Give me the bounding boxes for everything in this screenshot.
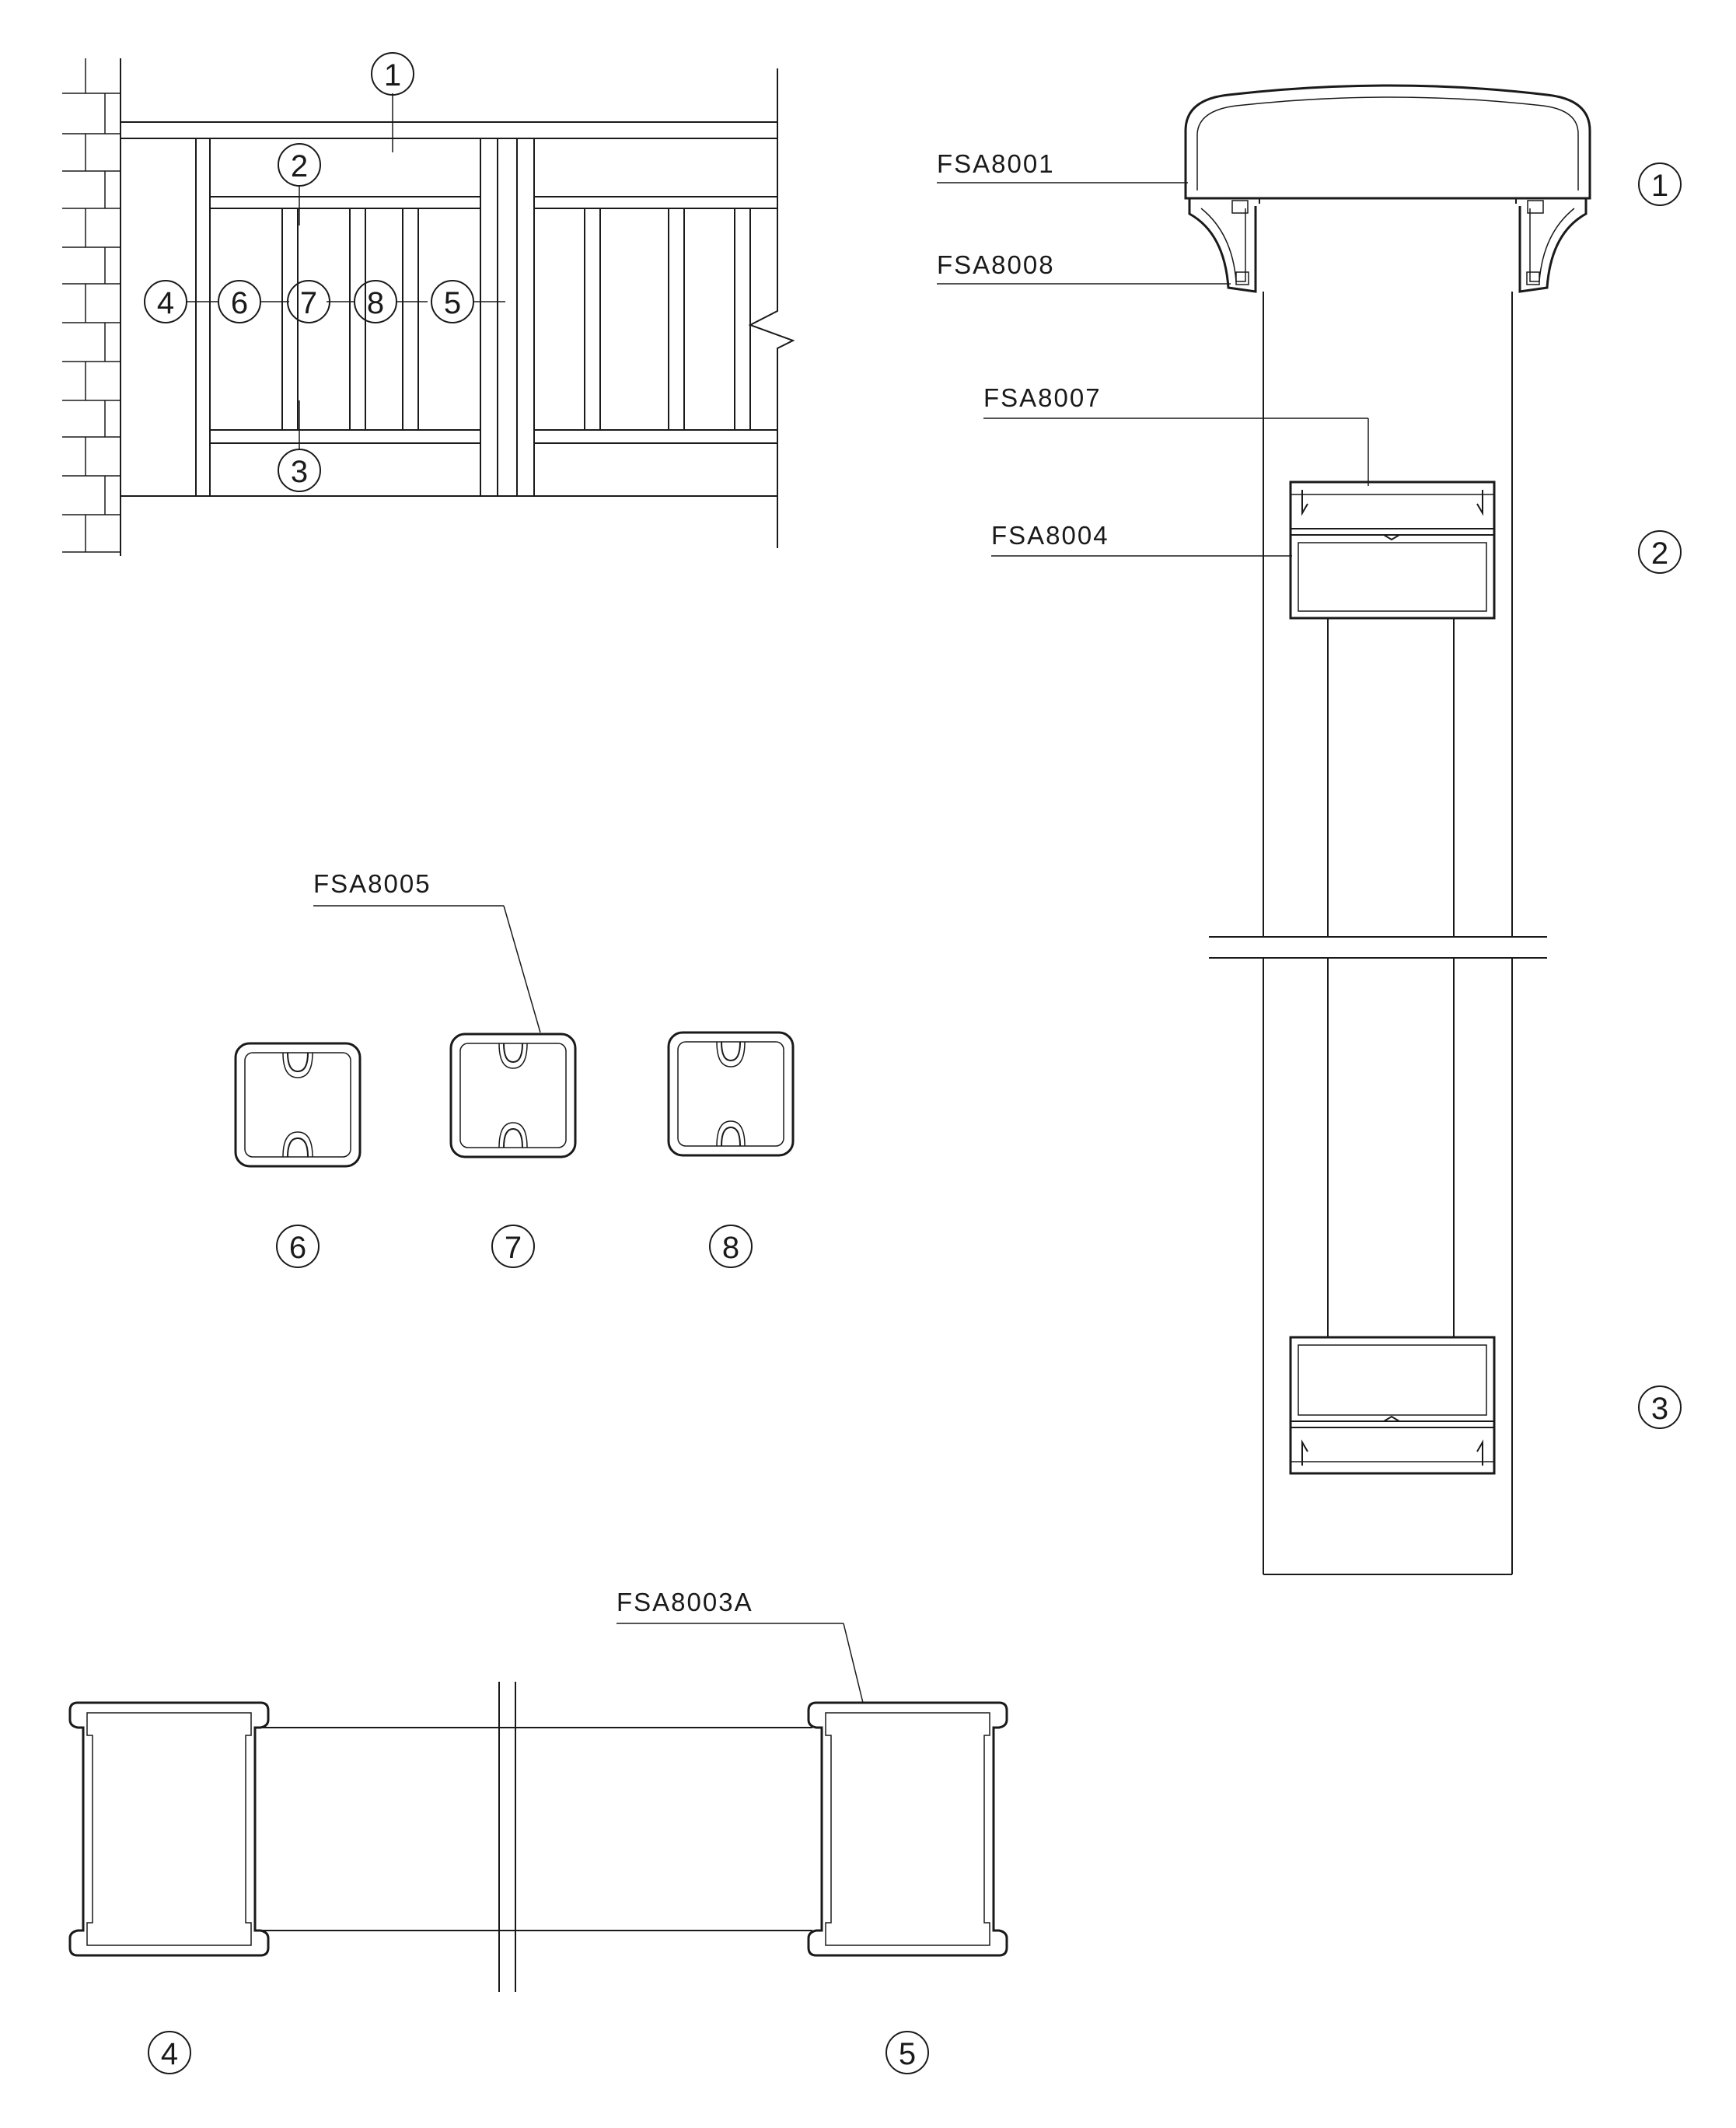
label-fsa8005: FSA8005 (313, 869, 431, 898)
svg-text:7: 7 (504, 1231, 522, 1265)
section-callout-2 (1639, 531, 1681, 573)
elevation-handrail (121, 122, 777, 138)
section-callout-1 (1639, 163, 1681, 205)
baluster-profile-8 (669, 1033, 793, 1155)
label-fsa8004: FSA8004 (991, 521, 1109, 550)
section-baluster-lines (1328, 618, 1454, 1337)
post-profile-5 (809, 1703, 1007, 1955)
label-fsa8003a: FSA8003A (617, 1588, 753, 1616)
label-fsa8007: FSA8007 (983, 383, 1102, 412)
svg-text:8: 8 (366, 286, 385, 320)
label-fsa8001: FSA8001 (937, 149, 1055, 178)
post-callout-5 (886, 2032, 928, 2074)
svg-text:8: 8 (721, 1231, 740, 1265)
post-callout-4 (148, 2032, 190, 2074)
section-callout-3 (1639, 1386, 1681, 1428)
svg-text:4: 4 (160, 2037, 179, 2071)
baluster-callout-8 (710, 1225, 752, 1267)
svg-text:3: 3 (290, 455, 309, 489)
svg-text:6: 6 (288, 1231, 307, 1265)
elevation-callout-4 (145, 281, 187, 323)
post-connecting-panel (260, 1682, 812, 1992)
elevation-post-right (480, 138, 534, 496)
brick-wall (62, 58, 121, 556)
baluster-callout-6 (277, 1225, 319, 1267)
elevation-callout-7 (288, 281, 330, 323)
elevation-callout-3 (278, 449, 320, 491)
svg-text:7: 7 (299, 286, 318, 320)
svg-text:1: 1 (1650, 169, 1669, 203)
elevation-callout-2 (278, 144, 320, 186)
railing-elevation (62, 53, 793, 556)
post-profile-4 (70, 1703, 268, 1955)
railing-section (937, 86, 1681, 1574)
baluster-callout-7 (492, 1225, 534, 1267)
elevation-upper-rail (210, 197, 777, 208)
svg-text:1: 1 (383, 58, 402, 93)
elevation-callout-5 (431, 281, 473, 323)
infill-panel-outline (1209, 292, 1547, 1574)
elevation-lower-rail (210, 430, 777, 443)
upper-rail-profile (1291, 482, 1494, 618)
svg-text:2: 2 (290, 149, 309, 183)
svg-text:3: 3 (1650, 1392, 1669, 1426)
baluster-profiles (236, 869, 793, 1267)
break-line (750, 68, 793, 548)
elevation-post-left (196, 138, 210, 496)
elevation-callout-8 (355, 281, 396, 323)
baluster-profile-7 (451, 1034, 575, 1157)
lower-rail-profile (1291, 1337, 1494, 1473)
section-leaders (937, 183, 1368, 556)
svg-text:2: 2 (1650, 536, 1669, 571)
elevation-callout-6 (218, 281, 260, 323)
bracket-profile-right (1520, 198, 1586, 292)
svg-text:5: 5 (443, 286, 462, 320)
elevation-leaders (187, 93, 505, 449)
svg-text:5: 5 (898, 2037, 917, 2071)
svg-text:6: 6 (230, 286, 249, 320)
label-fsa8008: FSA8008 (937, 250, 1055, 279)
baluster-profile-6 (236, 1043, 360, 1166)
post-profiles (70, 1588, 1007, 2074)
bracket-profile-left (1189, 198, 1256, 292)
elevation-callout-1 (372, 53, 414, 95)
handrail-cap-profile (1186, 86, 1590, 204)
svg-text:4: 4 (156, 286, 175, 320)
